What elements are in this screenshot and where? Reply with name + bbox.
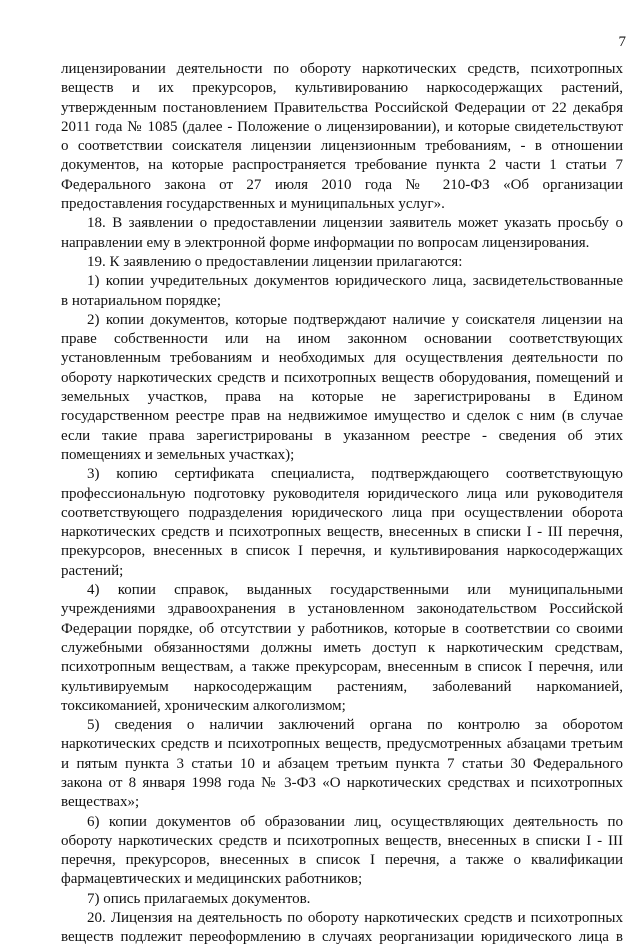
text-line: лицензировании деятельности по обороту наркотических средств, психотропных [61, 61, 623, 77]
text-line: служебными обязанностями должны иметь доступ к наркотическим средствам, [61, 639, 623, 656]
text-line: растений; [61, 562, 124, 579]
text-line: закона от 8 января 1998 года № 3-ФЗ «О наркотических средствах и психотропных [61, 774, 623, 791]
text-line: помещениях и земельных участках); [61, 446, 295, 463]
text-line: 2011 года № 1085 (далее - Положение о лицензировании), и которые свидетельствуют [61, 118, 623, 135]
text-line: и пятым пункта 3 статьи 10 и абзацем третьим пункта 7 статьи 30 Федерального [61, 755, 623, 772]
text-line: веществ подлежит переоформлению в случаях реорганизации юридического лица в [61, 929, 623, 946]
text-line: 2) копии документов, которые подтверждают наличие у соискателя лицензии на [87, 311, 623, 328]
text-line: обороту наркотических средств и психотропных веществ, внесенных в списки I - III [61, 832, 623, 849]
text-line: 4) копии справок, выданных государственными или муниципальными [87, 582, 623, 599]
text-line: Федерального закона от 27 июля 2010 года № 210-ФЗ «Об организации [61, 176, 623, 193]
text-line: государственном реестре прав на недвижимое имущество и сделок с ним (в случае [61, 408, 623, 425]
text-line: прекурсоров, внесенных в список I перечня, и культивирования наркосодержащих [61, 543, 623, 560]
text-line: направлении ему в электронной форме информации по вопросам лицензирования. [61, 234, 590, 251]
text-line: обороту наркотических средств и психотропных веществ оборудования, помещений и [61, 369, 623, 386]
text-line: документов, на которые распространяется требование пункта 2 части 1 статьи 7 [61, 157, 623, 174]
text-line: наркотических средств и психотропных веществ, предусмотренных абзацами третьим [61, 736, 623, 753]
text-line: перечня, прекурсоров, внесенных в список I перечня, а также о квалификации [61, 852, 623, 869]
text-line: 7) опись прилагаемых документов. [87, 890, 311, 907]
text-line: праве собственности или на ином законном основании соответствующих [61, 331, 623, 348]
text-line: утвержденным постановлением Правительства Российской Федерации от 22 декабря [61, 99, 623, 116]
text-line: 19. К заявлению о предоставлении лицензии прилагаются: [87, 253, 463, 270]
text-line: Федерации порядке, об отсутствии у работников, которые в соответствии со своими [61, 620, 623, 637]
text-line: 18. В заявлении о предоставлении лицензии заявитель может указать просьбу о [87, 215, 623, 232]
text-line: предоставления государственных и муниципальных услуг». [61, 196, 445, 213]
text-line: веществах»; [61, 794, 140, 811]
page-number: 7 [618, 34, 626, 50]
text-line: 5) сведения о наличии заключений органа по контролю за оборотом [87, 717, 623, 734]
text-line: если такие права зарегистрированы в указанном реестре - сведения об этих [61, 427, 623, 444]
text-line: 1) копии учредительных документов юридического лица, засвидетельствованные [87, 273, 623, 290]
text-line: учреждениями здравоохранения в установленном законодательством Российской [61, 601, 623, 618]
text-line: наркотических средств и психотропных веществ, внесенных в списки I - III перечня, [61, 524, 623, 541]
text-line: 3) копию сертификата специалиста, подтверждающего соответствующую [87, 466, 623, 483]
text-line: 6) копии документов об образовании лиц, осуществляющих деятельность по [87, 813, 623, 830]
text-line: соответствующего подразделения юридического лица при осуществлении оборота [61, 504, 623, 521]
text-line: психотропным веществам, а также прекурсорам, внесенным в список I перечня, или [61, 659, 623, 676]
text-line: веществ и их прекурсоров, культивированию наркосодержащих растений, [61, 80, 623, 97]
document-body [61, 60, 623, 948]
text-line: земельных участков, права на которые не зарегистрированы в Едином [61, 389, 623, 406]
text-line: о соответствии соискателя лицензии лицензионным требованиям, - в отношении [61, 138, 623, 155]
text-line: профессиональную подготовку руководителя юридического лица или руководителя [61, 485, 623, 502]
text-line: фармацевтических и медицинских работников; [61, 871, 363, 888]
text-line: установленным требованиям и необходимых для осуществления деятельности по [61, 350, 623, 367]
text-line: 20. Лицензия на деятельность по обороту наркотических средств и психотропных [87, 910, 623, 927]
text-line: токсикоманией, хроническим алкоголизмом; [61, 697, 346, 714]
text-line: в нотариальном порядке; [61, 292, 221, 309]
text-line: культивируемым наркосодержащим растениям, заболеваний наркоманией, [61, 678, 623, 695]
